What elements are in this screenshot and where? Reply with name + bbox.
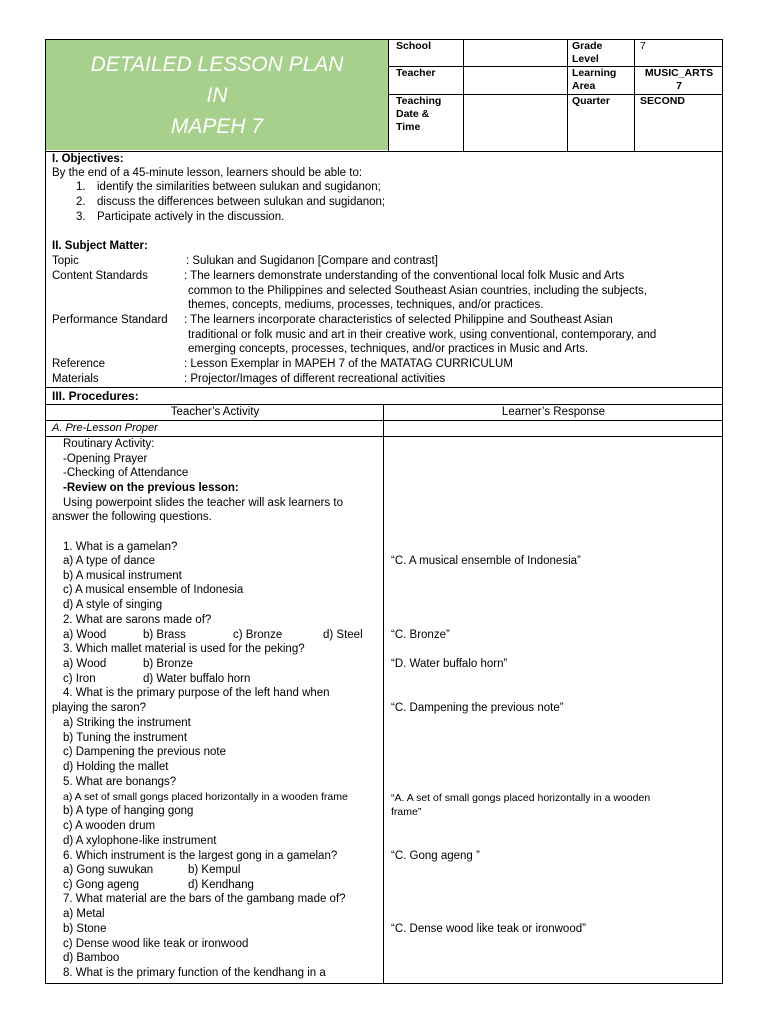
- learner-answer: “A. A set of small gongs placed horizontally in a wooden: [391, 792, 651, 804]
- teacher-line: d) Steel: [323, 629, 363, 641]
- learner-answer: “C. Gong ageng ”: [391, 850, 480, 862]
- area-value: [636, 67, 722, 93]
- teacher-line: c) A musical ensemble of Indonesia: [63, 584, 244, 596]
- objectives-heading: I. Objectives:: [52, 153, 124, 165]
- teacher-line: b) Brass: [143, 629, 186, 641]
- content-standards-line-1: : The learners demonstrate understanding of the conventional local folk Music and Arts: [184, 270, 625, 282]
- teacher-line: b) A type of hanging gong: [63, 805, 194, 817]
- lesson-plan-title: [46, 40, 388, 150]
- teacher-line: a) A set of small gongs placed horizontally in a wooden frame: [63, 791, 348, 803]
- section-a-label: A. Pre-Lesson Proper: [52, 422, 158, 434]
- border-left: [45, 39, 46, 984]
- teacher-line: -Checking of Attendance: [63, 467, 189, 479]
- materials-label: Materials: [52, 373, 99, 385]
- teacher-line: -Opening Prayer: [63, 453, 148, 465]
- materials-value: : Projector/Images of different recreational activities: [184, 373, 446, 385]
- border-bottom: [45, 983, 723, 984]
- content-standards-label: Content Standards: [52, 270, 148, 282]
- teacher-line: d) A xylophone-like instrument: [63, 835, 217, 847]
- teacher-line: a) Striking the instrument: [63, 717, 191, 729]
- topic-value: : Sulukan and Sugidanon [Compare and contrast]: [186, 255, 438, 267]
- title-line-3: MAPEH 7: [170, 114, 264, 138]
- teacher-line: 7. What material are the bars of the gambang made of?: [63, 893, 346, 905]
- title-line-2: IN: [206, 83, 228, 107]
- learner-answer: “C. Dense wood like teak or ironwood”: [391, 923, 586, 935]
- teacher-line: a) Gong suwukan: [63, 864, 154, 876]
- reference-value: : Lesson Exemplar in MAPEH 7 of the MATATAG CURRICULUM: [184, 358, 513, 370]
- teacher-value[interactable]: [468, 67, 562, 91]
- performance-standard-line-1: : The learners incorporate characteristics of selected Philippine and Southeast Asian: [184, 314, 613, 326]
- teacher-line: b) Bronze: [143, 658, 193, 670]
- quarter-label: Quarter: [572, 95, 610, 107]
- objective-num-3: 3.: [76, 211, 86, 223]
- teacher-line: 4. What is the primary purpose of the left hand when: [63, 687, 330, 699]
- date-label-line-3: Time: [396, 121, 421, 133]
- teacher-line: d) Holding the mallet: [63, 761, 169, 773]
- area-label-line-2: Area: [572, 80, 596, 92]
- objectives-intro: By the end of a 45-minute lesson, learners should be able to:: [52, 167, 363, 179]
- grade-label-line-2: Level: [572, 53, 599, 65]
- teacher-line: a) Wood: [63, 658, 107, 670]
- column-divider: [383, 404, 384, 984]
- content-standards-line-3: themes, concepts, mediums, processes, techniques, and/or practices.: [188, 299, 544, 311]
- teacher-label: Teacher: [396, 67, 436, 79]
- teacher-line: c) Dense wood like teak or ironwood: [63, 938, 249, 950]
- header-divider-3: [567, 39, 568, 151]
- teacher-line: b) A musical instrument: [63, 570, 182, 582]
- teacher-line: answer the following questions.: [52, 511, 212, 523]
- performance-standard-line-2: traditional or folk music and art in their creative work, using conventional, contemporary, and: [188, 329, 657, 341]
- school-value[interactable]: [468, 40, 562, 64]
- teacher-line: d) Kendhang: [188, 879, 254, 891]
- teacher-line: c) Iron: [63, 673, 96, 685]
- teacher-line: Using powerpoint slides the teacher will ask learners to: [63, 497, 343, 509]
- teacher-line: c) Bronze: [233, 629, 283, 641]
- procedures-heading: III. Procedures:: [52, 389, 139, 403]
- objective-num-1: 1.: [76, 181, 86, 193]
- teacher-line: playing the saron?: [52, 702, 146, 714]
- teacher-line: Routinary Activity:: [63, 438, 155, 450]
- learner-answer: “C. A musical ensemble of Indonesia”: [391, 555, 581, 567]
- area-value-line-1: MUSIC_ARTS: [644, 67, 714, 79]
- date-label-line-2: Date &: [396, 108, 430, 120]
- area-label: [572, 67, 616, 93]
- teacher-activity-header: Teacher’s Activity: [170, 406, 260, 418]
- teacher-line: a) A type of dance: [63, 555, 156, 567]
- learner-answer: “C. Dampening the previous note”: [391, 702, 564, 714]
- teacher-line: d) A style of singing: [63, 599, 163, 611]
- learner-answer: frame”: [391, 806, 422, 818]
- date-label-line-1: Teaching: [396, 95, 442, 107]
- teacher-line: 2. What are sarons made of?: [63, 614, 212, 626]
- teacher-line: b) Stone: [63, 923, 107, 935]
- learner-answer: “C. Bronze”: [391, 629, 450, 641]
- header-divider-4: [634, 39, 635, 151]
- date-value[interactable]: [468, 95, 562, 147]
- objective-text-1: identify the similarities between sulukan and sugidanon;: [97, 181, 381, 193]
- border-right: [722, 39, 723, 984]
- grade-value: 7: [640, 40, 646, 52]
- teacher-line: d) Bamboo: [63, 952, 120, 964]
- school-label: School: [396, 40, 432, 52]
- teacher-line: 3. Which mallet material is used for the peking?: [63, 643, 305, 655]
- teacher-line: d) Water buffalo horn: [143, 673, 251, 685]
- header-bottom-line: [45, 151, 723, 152]
- teacher-line: b) Tuning the instrument: [63, 732, 188, 744]
- performance-standard-label: Performance Standard: [52, 314, 168, 326]
- teacher-line: 8. What is the primary function of the kendhang in a: [63, 967, 326, 979]
- subject-heading: II. Subject Matter:: [52, 240, 148, 252]
- reference-label: Reference: [52, 358, 106, 370]
- performance-standard-line-3: emerging concepts, processes, techniques, and/or practices in Music and Arts.: [188, 343, 589, 355]
- grade-label: [572, 40, 602, 66]
- title-line-1: DETAILED LESSON PLAN: [90, 52, 344, 76]
- grade-label-line-1: Grade: [572, 40, 603, 52]
- teacher-line: c) Gong ageng: [63, 879, 140, 891]
- area-label-line-1: Learning: [572, 67, 617, 79]
- border-top: [45, 39, 723, 40]
- date-label: [396, 95, 441, 134]
- header-divider-1: [388, 39, 389, 151]
- content-standards-line-2: common to the Philippines and selected Southeast Asian countries, including the subjects,: [188, 285, 648, 297]
- teacher-line: a) Metal: [63, 908, 105, 920]
- teacher-line: 6. Which instrument is the largest gong in a gamelan?: [63, 850, 338, 862]
- header-divider-2: [463, 39, 464, 151]
- objective-text-2: discuss the differences between sulukan and sugidanon;: [97, 196, 386, 208]
- objective-text-3: Participate actively in the discussion.: [97, 211, 285, 223]
- topic-label: Topic: [52, 255, 79, 267]
- teacher-line: c) Dampening the previous note: [63, 746, 227, 758]
- learner-answer: “D. Water buffalo horn”: [391, 658, 508, 670]
- teacher-line: c) A wooden drum: [63, 820, 156, 832]
- teacher-line: b) Kempul: [188, 864, 241, 876]
- procedures-top-line: [45, 387, 723, 388]
- learner-response-header: Learner’s Response: [501, 406, 606, 418]
- area-value-line-2: 7: [676, 80, 682, 92]
- quarter-value: SECOND: [640, 95, 685, 107]
- teacher-line: -Review on the previous lesson:: [63, 482, 239, 494]
- objective-num-2: 2.: [76, 196, 86, 208]
- teacher-line: 5. What are bonangs?: [63, 776, 177, 788]
- teacher-line: 1. What is a gamelan?: [63, 541, 178, 553]
- teacher-line: a) Wood: [63, 629, 107, 641]
